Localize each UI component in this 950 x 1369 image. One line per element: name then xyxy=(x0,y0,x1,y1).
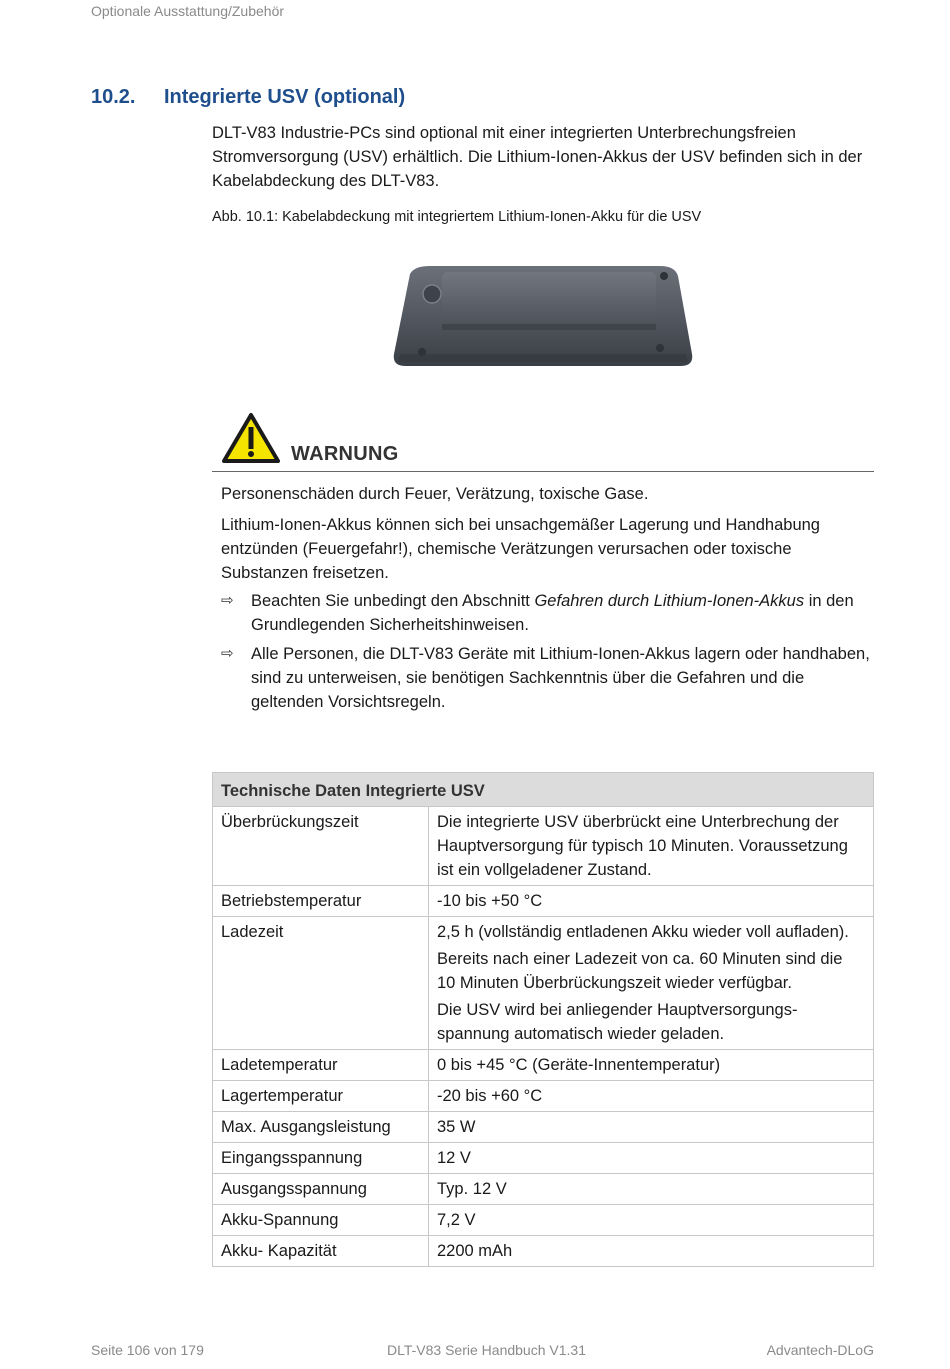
footer-page-number: Seite 106 von 179 xyxy=(91,1342,204,1358)
warning-title: WARNUNG xyxy=(291,443,399,465)
spec-value-line: 0 bis +45 °C (Geräte-Innentemperatur) xyxy=(437,1056,721,1074)
spec-value xyxy=(429,807,874,886)
table-row xyxy=(213,886,874,917)
section-title: Integrierte USV (optional) xyxy=(164,86,406,108)
table-row xyxy=(213,1050,874,1081)
spec-value xyxy=(429,1174,874,1205)
tech-data-table xyxy=(212,772,874,1267)
spec-label: Ladetemperatur xyxy=(213,1050,429,1081)
spec-value xyxy=(429,1081,874,1112)
table-row xyxy=(213,807,874,886)
spec-value-line: 2200 mAh xyxy=(437,1242,513,1260)
cable-cover-photo xyxy=(390,262,696,374)
spec-value-line: 7,2 V xyxy=(437,1211,476,1229)
spec-value xyxy=(429,1143,874,1174)
spec-label: Max. Ausgangsleistung xyxy=(213,1112,429,1143)
instruction-2-text: Alle Personen, die DLT-V83 Geräte mit Lithium-Ionen-Akkus lagern oder handhaben, sind zu unterweisen, sie benötigen Sachkenntnis über die Gefahren und die geltenden Vorsichtsregeln. xyxy=(251,645,870,711)
table-row xyxy=(213,1143,874,1174)
warning-divider xyxy=(212,471,874,472)
spec-value xyxy=(429,1236,874,1267)
spec-label: Akku-Spannung xyxy=(213,1205,429,1236)
spec-label: Überbrückungszeit xyxy=(213,807,429,886)
spec-value xyxy=(429,1050,874,1081)
figure-caption: Abb. 10.1: Kabelabdeckung mit integriertem Lithium-Ionen-Akku für die USV xyxy=(212,209,702,225)
table-row xyxy=(213,1112,874,1143)
spec-value-line: Bereits nach einer Ladezeit von ca. 60 Minuten sind die 10 Minuten Überbrückungszeit wieder verfügbar. xyxy=(437,950,843,992)
spec-value xyxy=(429,1112,874,1143)
running-head: Optionale Ausstattung/Zubehör xyxy=(91,3,285,19)
spec-value-line: Die integrierte USV überbrückt eine Unterbrechung der Hauptversorgung für typisch 10 Minuten. Voraussetzung ist ein vollgeladener Zustand. xyxy=(437,813,848,879)
table-row xyxy=(213,917,874,1050)
footer-company: Advantech-DLoG xyxy=(766,1342,874,1358)
spec-value-line: 35 W xyxy=(437,1118,476,1136)
arrow-right-icon: ⇨ xyxy=(221,592,234,609)
instruction-1-reference: Gefahren durch Lithium-Ionen-Akkus xyxy=(534,592,805,610)
warning-triangle-icon xyxy=(222,412,280,464)
warning-hazard-line: Personenschäden durch Feuer, Verätzung, toxische Gase. xyxy=(221,485,649,503)
table-row xyxy=(213,1081,874,1112)
spec-value-line: Typ. 12 V xyxy=(437,1180,507,1198)
table-title: Technische Daten Integrierte USV xyxy=(213,773,874,807)
table-row xyxy=(213,1205,874,1236)
spec-value-line: 2,5 h (vollständig entladenen Akku wieder voll aufladen). xyxy=(437,923,849,941)
spec-value-line: 12 V xyxy=(437,1149,471,1167)
spec-label: Ausgangsspannung xyxy=(213,1174,429,1205)
spec-label: Betriebstemperatur xyxy=(213,886,429,917)
spec-value-line: -10 bis +50 °C xyxy=(437,892,543,910)
table-row xyxy=(213,1174,874,1205)
spec-value-line: Die USV wird bei anliegender Hauptversorgungs-spannung automatisch wieder geladen. xyxy=(437,1001,798,1043)
spec-value-line: -20 bis +60 °C xyxy=(437,1087,543,1105)
instruction-1-text-end: in den Grundlegenden Sicherheitshinweisen. xyxy=(251,592,854,634)
spec-label: Eingangsspannung xyxy=(213,1143,429,1174)
table-row xyxy=(213,1236,874,1267)
footer-document-title: DLT-V83 Serie Handbuch V1.31 xyxy=(387,1342,586,1358)
spec-label: Akku- Kapazität xyxy=(213,1236,429,1267)
arrow-right-icon: ⇨ xyxy=(221,645,234,662)
spec-value xyxy=(429,917,874,1050)
spec-label: Ladezeit xyxy=(213,917,429,1050)
warning-instruction-1 xyxy=(221,589,871,637)
warning-description: Lithium-Ionen-Akkus können sich bei unsachgemäßer Lagerung und Handhabung entzünden (Feuergefahr!), chemische Verätzungen verursachen oder toxische Substanzen freisetzen. xyxy=(221,516,820,582)
spec-value xyxy=(429,886,874,917)
warning-instruction-2 xyxy=(221,642,871,714)
spec-label: Lagertemperatur xyxy=(213,1081,429,1112)
section-number: 10.2. xyxy=(91,86,136,108)
instruction-1-text-start: Beachten Sie unbedingt den Abschnitt xyxy=(251,592,535,610)
spec-value xyxy=(429,1205,874,1236)
intro-paragraph: DLT-V83 Industrie-PCs sind optional mit einer integrierten Unterbrechungsfreien Stromversorgung (USV) erhältlich. Die Lithium-Ionen-Akkus der USV befinden sich in der Kabelabdeckung des DLT-V83. xyxy=(212,124,863,190)
